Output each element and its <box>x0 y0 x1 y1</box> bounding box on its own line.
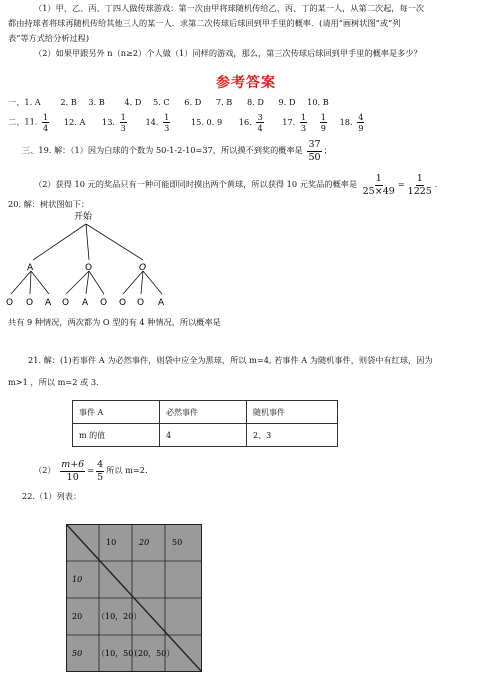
q21-table <box>72 400 338 447</box>
tree-node-l1-1: A <box>27 263 34 273</box>
grid-header-2: 20 <box>139 538 150 547</box>
answer-7: 7. B <box>215 97 233 107</box>
table-cell: 事件 A <box>73 401 160 424</box>
table-cell: 随机事件 <box>247 401 338 424</box>
q21-line-2: m>1 ，所以 m=2 或 3. <box>8 377 99 387</box>
tree-leaf-4: O <box>62 298 70 308</box>
q19-fraction-1: $\frac{1}{25\times 49}$ <box>362 173 395 197</box>
tree-leaf-6: O <box>100 298 108 308</box>
problem-line-3: 表”等方式给分析过程) <box>8 33 90 43</box>
q21-fraction-1: $\frac{m+6}{10}$ <box>61 459 85 483</box>
answer-8: 8. D <box>246 97 264 107</box>
q19-part1: 三、19. 解：（1）因为白球的个数为 50-1-2-10=37，所以摸不到奖的概率是 $\frac{37}{50}$ ； <box>22 139 332 163</box>
answer-title: 参考答案 <box>216 75 276 91</box>
tree-leaf-9: A <box>158 298 165 308</box>
answer-13-fraction: $\frac{1}{3}$ <box>120 112 126 134</box>
grid-row-label-2: 20 <box>72 612 83 621</box>
answer-row-2 <box>8 113 366 132</box>
tree-node-l1-3: O <box>139 263 147 273</box>
tree-diagram <box>0 208 200 320</box>
answer-15: 15. 0. 9 <box>190 116 223 127</box>
answer-18-fraction: $\frac{4}{9}$ <box>358 112 364 134</box>
answer-10: 10. B <box>307 97 329 107</box>
tree-leaf-2: O <box>26 298 34 308</box>
answer-18-label: 18. <box>339 116 353 127</box>
answer-9: 9. D <box>278 97 296 107</box>
answer-17-fraction-b: $\frac{1}{9}$ <box>320 112 326 134</box>
q22-list-table <box>66 524 202 672</box>
table-cell: 2、3 <box>247 424 338 447</box>
answer-1: 一、1. A <box>8 97 41 107</box>
grid-row-label-1: 10 <box>72 575 83 584</box>
problem-line-1: （1）甲、乙、丙、丁四人做传球游戏：第一次由甲将球随机传给乙、丙、丁的某一人，从第二次起，每一次 <box>34 3 425 13</box>
table-row <box>73 424 338 447</box>
problem-line-2: 都由持球者将球再随机传给其他三人的某一人．求第二次传球后球回到甲手里的概率．(请用“画树状图”或“列 <box>8 18 401 28</box>
grid-cell-10-50: （10，50） <box>97 649 142 658</box>
answer-6: 6. D <box>184 97 202 107</box>
q21-line-1: 21. 解：(1)若事件 A 为必然事件，则袋中应全为黑球，所以 m=4, 若事件 A 为随机事件，则袋中有红球，因为 <box>28 355 433 365</box>
q21-part2: （2） $\frac{m+6}{10}$ = $\frac{4}{5}$ 所以 m=2. <box>34 459 148 483</box>
answer-16-label: 16. <box>238 116 252 127</box>
answer-13-label: 13. <box>102 116 116 127</box>
grid-row-label-3: 50 <box>72 649 83 658</box>
tree-node-l1-2: O <box>85 263 93 273</box>
answer-5: 5. C <box>153 97 170 107</box>
answer-4: 4. D <box>124 97 142 107</box>
tree-leaf-3: A <box>45 298 52 308</box>
answer-14-label: 14. <box>145 116 159 127</box>
answer-11-fraction: $\frac{1}{4}$ <box>43 112 49 134</box>
problem-line-4: （2）如果甲跟另外 n（n≥2）个人做（1）同样的游戏，那么，第三次传球后球回到甲手里的概率是多少？ <box>34 48 422 58</box>
answer-17-fraction-a: $\frac{1}{3}$ <box>300 112 307 134</box>
answer-2: 2. B <box>60 97 77 107</box>
q20-summary: 共有 9 种情况，两次都为 O 型的有 4 种情况，所以概率是 <box>8 317 221 327</box>
tree-start: 开始 <box>74 212 93 222</box>
tree-leaf-7: O <box>119 298 127 308</box>
answer-12: 12. A <box>63 116 86 127</box>
tree-leaf-5: A <box>82 298 89 308</box>
q19-fraction-2: $\frac{1}{1225}$ <box>407 173 432 197</box>
q19-fraction: $\frac{37}{50}$ <box>308 139 321 163</box>
answer-14-fraction: $\frac{1}{3}$ <box>164 112 170 134</box>
q19-part2: （2）获得 10 元的奖品只有一种可能即同时摸出两个黄球，所以获得 10 元奖品的概率是 $\frac{1}{25\times 49}$ = $\frac{1}{1225}$ ． <box>34 173 444 197</box>
table-cell: 必然事件 <box>160 401 247 424</box>
tree-leaf-1: O <box>6 298 14 308</box>
grid-header-3: 50 <box>172 538 183 547</box>
table-row <box>73 401 338 424</box>
tree-leaf-8: O <box>137 298 145 308</box>
grid-cell-10-20: （10，20） <box>97 612 142 621</box>
q22-heading: 22.（1）列表： <box>22 491 82 501</box>
grid-cell-20-50: （20，50） <box>130 649 175 658</box>
answer-3: 3. B <box>88 97 105 107</box>
answer-17-label: 17. <box>282 116 296 127</box>
answer-16-fraction: $\frac{3}{4}$ <box>257 112 263 134</box>
table-cell: m 的值 <box>73 424 160 447</box>
q21-fraction-2: $\frac{4}{5}$ <box>97 459 104 483</box>
q20-heading: 20. 解：树状图如下： <box>8 199 90 209</box>
answer-11-label: 二、11. <box>8 116 38 127</box>
table-cell: 4 <box>160 424 247 447</box>
grid-header-1: 10 <box>106 538 117 547</box>
answer-row-1 <box>8 98 329 108</box>
